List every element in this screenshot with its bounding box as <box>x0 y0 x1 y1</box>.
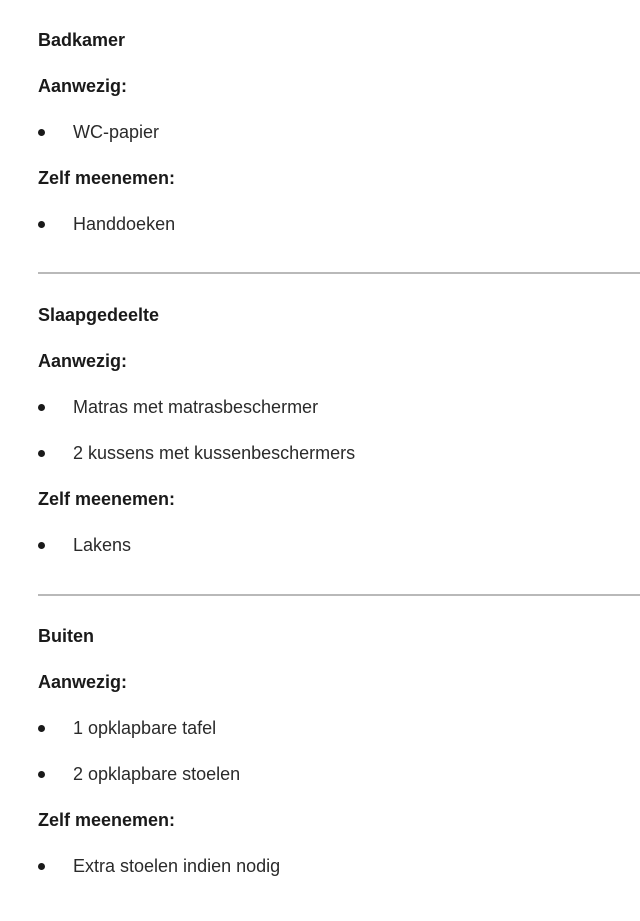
bullet-icon <box>38 542 45 549</box>
bullet-icon <box>38 725 45 732</box>
bullet-icon <box>38 771 45 778</box>
section-divider <box>38 272 640 274</box>
list-item-text: Lakens <box>73 535 132 555</box>
list-item-text: Handdoeken <box>73 214 176 234</box>
list-item <box>0 213 560 235</box>
present-label: Aanwezig: <box>38 351 128 371</box>
list-item-text: 2 opklapbare stoelen <box>73 764 241 784</box>
bullet-icon <box>38 450 45 457</box>
bring-label: Zelf meenemen: <box>38 168 176 188</box>
section-title: Slaapgedeelte <box>38 305 160 325</box>
bring-label: Zelf meenemen: <box>38 489 176 509</box>
section-divider <box>38 594 640 596</box>
list-item <box>0 855 560 877</box>
section-title: Buiten <box>38 626 94 646</box>
list-item-text: Matras met matrasbeschermer <box>73 397 319 417</box>
list-item <box>0 534 560 556</box>
list-item-text: 2 kussens met kussenbeschermers <box>73 443 356 463</box>
bring-label: Zelf meenemen: <box>38 810 176 830</box>
list-item-text: Extra stoelen indien nodig <box>73 856 281 876</box>
list-item <box>0 442 560 464</box>
bullet-icon <box>38 863 45 870</box>
list-item <box>0 121 560 143</box>
bullet-icon <box>38 129 45 136</box>
list-item <box>0 396 560 418</box>
list-item-text: 1 opklapbare tafel <box>73 718 217 738</box>
present-label: Aanwezig: <box>38 76 128 96</box>
list-item <box>0 763 560 785</box>
list-item-text: WC-papier <box>73 122 160 142</box>
present-label: Aanwezig: <box>38 672 128 692</box>
bullet-icon <box>38 221 45 228</box>
bullet-icon <box>38 404 45 411</box>
section-title: Badkamer <box>38 30 126 50</box>
list-item <box>0 717 560 739</box>
